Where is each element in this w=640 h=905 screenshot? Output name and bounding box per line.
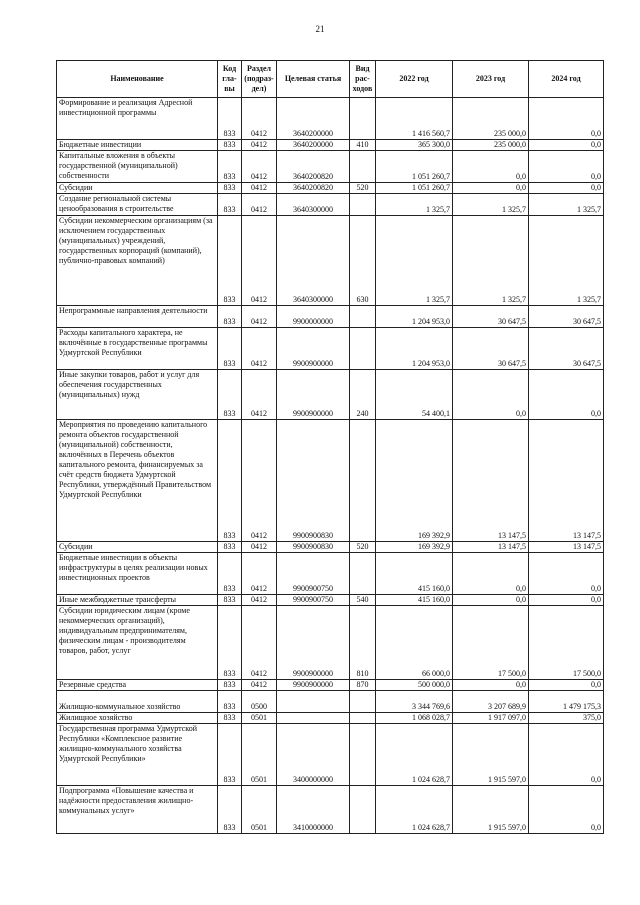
cell-y2024: 0,0 [529, 183, 604, 194]
cell-y2022: 415 160,0 [376, 553, 453, 595]
cell-target: 9900900000 [277, 606, 350, 680]
cell-target: 9900900000 [277, 328, 350, 370]
cell-expense [350, 151, 376, 183]
table-row [57, 724, 604, 786]
cell-y2024: 1 325,7 [529, 216, 604, 306]
cell-name: Жилищное хозяйство [57, 713, 218, 724]
cell-y2024: 0,0 [529, 370, 604, 420]
cell-y2022: 1 024 628,7 [376, 724, 453, 786]
table-row [57, 420, 604, 542]
cell-section: 0500 [242, 691, 277, 713]
cell-y2024: 0,0 [529, 140, 604, 151]
cell-expense: 520 [350, 542, 376, 553]
table-row [57, 216, 604, 306]
cell-name: Жилищно-коммунальное хозяйство [57, 691, 218, 713]
cell-code: 833 [218, 306, 242, 328]
cell-section: 0501 [242, 786, 277, 834]
header-2023: 2023 год [453, 61, 529, 98]
cell-y2023: 1 915 597,0 [453, 786, 529, 834]
cell-section: 0412 [242, 595, 277, 606]
cell-y2024: 0,0 [529, 553, 604, 595]
cell-target: 3640200820 [277, 183, 350, 194]
header-expense: Вид рас- ходов [350, 61, 376, 98]
cell-expense [350, 691, 376, 713]
cell-y2023: 0,0 [453, 553, 529, 595]
header-name: Наименование [57, 61, 218, 98]
cell-name: Субсидии [57, 183, 218, 194]
cell-y2022: 1 068 028,7 [376, 713, 453, 724]
cell-code: 833 [218, 680, 242, 691]
cell-expense: 240 [350, 370, 376, 420]
cell-expense [350, 194, 376, 216]
cell-target: 3640300000 [277, 194, 350, 216]
cell-y2023: 3 207 689,9 [453, 691, 529, 713]
cell-y2022: 169 392,9 [376, 420, 453, 542]
table-row [57, 370, 604, 420]
cell-name: Расходы капитального характера, не включённые в государственные программы Удмуртской Республики [57, 328, 218, 370]
cell-name: Резервные средства [57, 680, 218, 691]
cell-expense: 810 [350, 606, 376, 680]
cell-code: 833 [218, 216, 242, 306]
cell-section: 0412 [242, 606, 277, 680]
cell-target: 9900900000 [277, 680, 350, 691]
cell-section: 0412 [242, 420, 277, 542]
cell-y2024: 13 147,5 [529, 420, 604, 542]
cell-code: 833 [218, 194, 242, 216]
cell-section: 0412 [242, 98, 277, 140]
cell-y2023: 1 917 097,0 [453, 713, 529, 724]
table-row [57, 194, 604, 216]
cell-name: Государственная программа Удмуртской Республики «Комплексное развитие жилищно-коммунального хозяйства Удмуртской Республики» [57, 724, 218, 786]
header-target: Целевая статья [277, 61, 350, 98]
cell-target: 9900900830 [277, 542, 350, 553]
cell-y2023: 0,0 [453, 680, 529, 691]
cell-section: 0412 [242, 370, 277, 420]
cell-expense: 520 [350, 183, 376, 194]
cell-y2024: 0,0 [529, 724, 604, 786]
cell-target: 3640200000 [277, 140, 350, 151]
cell-code: 833 [218, 542, 242, 553]
cell-y2023: 17 500,0 [453, 606, 529, 680]
table-row [57, 183, 604, 194]
cell-section: 0412 [242, 140, 277, 151]
cell-name: Непрограммные направления деятельности [57, 306, 218, 328]
cell-section: 0412 [242, 542, 277, 553]
cell-target: 9900000000 [277, 306, 350, 328]
cell-section: 0412 [242, 216, 277, 306]
cell-code: 833 [218, 713, 242, 724]
table-row [57, 151, 604, 183]
cell-y2024: 375,0 [529, 713, 604, 724]
cell-name: Иные межбюджетные трансферты [57, 595, 218, 606]
cell-target: 3640300000 [277, 216, 350, 306]
cell-section: 0412 [242, 151, 277, 183]
table-row [57, 595, 604, 606]
cell-expense [350, 328, 376, 370]
cell-y2024: 1 325,7 [529, 194, 604, 216]
cell-target [277, 691, 350, 713]
cell-expense: 540 [350, 595, 376, 606]
table-row [57, 786, 604, 834]
cell-expense [350, 786, 376, 834]
cell-code: 833 [218, 595, 242, 606]
cell-y2023: 0,0 [453, 151, 529, 183]
table-row [57, 306, 604, 328]
cell-name: Формирование и реализация Адресной инвестиционной программы [57, 98, 218, 140]
header-code: Код гла- вы [218, 61, 242, 98]
header-section: Раздел (подраз- дел) [242, 61, 277, 98]
cell-target [277, 713, 350, 724]
cell-section: 0412 [242, 183, 277, 194]
table-row [57, 328, 604, 370]
cell-y2024: 1 479 175,3 [529, 691, 604, 713]
cell-code: 833 [218, 420, 242, 542]
cell-expense [350, 713, 376, 724]
table-header-row [57, 61, 604, 98]
cell-code: 833 [218, 724, 242, 786]
cell-y2024: 30 647,5 [529, 306, 604, 328]
cell-y2023: 1 915 597,0 [453, 724, 529, 786]
cell-y2024: 0,0 [529, 680, 604, 691]
cell-code: 833 [218, 786, 242, 834]
table-row [57, 542, 604, 553]
cell-code: 833 [218, 370, 242, 420]
cell-name: Создание региональной системы ценообразования в строительстве [57, 194, 218, 216]
cell-expense [350, 553, 376, 595]
cell-y2022: 54 400,1 [376, 370, 453, 420]
cell-expense [350, 420, 376, 542]
cell-y2023: 235 000,0 [453, 140, 529, 151]
cell-code: 833 [218, 691, 242, 713]
cell-name: Бюджетные инвестиции [57, 140, 218, 151]
cell-expense [350, 724, 376, 786]
cell-y2022: 1 051 260,7 [376, 183, 453, 194]
cell-code: 833 [218, 98, 242, 140]
cell-section: 0412 [242, 553, 277, 595]
cell-target: 9900900750 [277, 553, 350, 595]
cell-target: 3640200000 [277, 98, 350, 140]
cell-expense [350, 306, 376, 328]
cell-name: Капитальные вложения в объекты государственной (муниципальной) собственности [57, 151, 218, 183]
cell-code: 833 [218, 151, 242, 183]
cell-y2023: 0,0 [453, 183, 529, 194]
table-row [57, 606, 604, 680]
cell-target: 3410000000 [277, 786, 350, 834]
cell-y2024: 0,0 [529, 595, 604, 606]
cell-y2023: 30 647,5 [453, 306, 529, 328]
cell-target: 9900900750 [277, 595, 350, 606]
cell-name: Бюджетные инвестиции в объекты инфраструктуры в целях реализации новых инвестиционных проектов [57, 553, 218, 595]
cell-section: 0412 [242, 194, 277, 216]
cell-name: Подпрограмма «Повышение качества и надёжности предоставления жилищно-коммунальных услуг» [57, 786, 218, 834]
cell-code: 833 [218, 140, 242, 151]
cell-section: 0501 [242, 713, 277, 724]
cell-y2022: 1 325,7 [376, 194, 453, 216]
cell-y2023: 13 147,5 [453, 542, 529, 553]
table-row [57, 553, 604, 595]
cell-expense: 870 [350, 680, 376, 691]
table-row [57, 98, 604, 140]
cell-y2022: 66 000,0 [376, 606, 453, 680]
header-2024: 2024 год [529, 61, 604, 98]
cell-y2024: 30 647,5 [529, 328, 604, 370]
cell-y2024: 17 500,0 [529, 606, 604, 680]
cell-target: 3400000000 [277, 724, 350, 786]
cell-expense: 410 [350, 140, 376, 151]
cell-y2022: 1 416 560,7 [376, 98, 453, 140]
table-row [57, 140, 604, 151]
cell-y2024: 0,0 [529, 98, 604, 140]
cell-y2023: 30 647,5 [453, 328, 529, 370]
cell-code: 833 [218, 606, 242, 680]
cell-target: 9900900830 [277, 420, 350, 542]
cell-y2022: 415 160,0 [376, 595, 453, 606]
cell-section: 0412 [242, 306, 277, 328]
cell-y2024: 0,0 [529, 151, 604, 183]
table-row [57, 680, 604, 691]
budget-table [56, 60, 604, 834]
cell-name: Субсидии [57, 542, 218, 553]
cell-y2023: 1 325,7 [453, 194, 529, 216]
cell-code: 833 [218, 183, 242, 194]
cell-code: 833 [218, 553, 242, 595]
cell-section: 0412 [242, 328, 277, 370]
cell-y2023: 13 147,5 [453, 420, 529, 542]
cell-name: Иные закупки товаров, работ и услуг для обеспечения государственных (муниципальных) нужд [57, 370, 218, 420]
cell-name: Субсидии некоммерческим организациям (за исключением государственных (муниципальных) учреждений, государственных корпораций (компаний), публично-правовых компаний) [57, 216, 218, 306]
cell-y2023: 1 325,7 [453, 216, 529, 306]
cell-y2022: 1 024 628,7 [376, 786, 453, 834]
cell-y2022: 1 204 953,0 [376, 306, 453, 328]
cell-section: 0412 [242, 680, 277, 691]
cell-target: 9900900000 [277, 370, 350, 420]
cell-y2022: 500 000,0 [376, 680, 453, 691]
cell-target: 3640200820 [277, 151, 350, 183]
cell-expense [350, 98, 376, 140]
page-number: 21 [315, 24, 325, 34]
cell-y2024: 0,0 [529, 786, 604, 834]
cell-expense: 630 [350, 216, 376, 306]
cell-name: Мероприятия по проведению капитального ремонта объектов государственной (муниципальной) собственности, включённых в Перечень объектов капитального ремонта, финансируемых за счёт средств бюджета Удмуртской Республики, утверждённый Правительством Удмуртской Республики [57, 420, 218, 542]
cell-name: Субсидии юридическим лицам (кроме некоммерческих организаций), индивидуальным предпринимателям, физическим лицам - производителям товаров, работ, услуг [57, 606, 218, 680]
cell-y2022: 169 392,9 [376, 542, 453, 553]
cell-y2023: 0,0 [453, 595, 529, 606]
table-row [57, 713, 604, 724]
cell-code: 833 [218, 328, 242, 370]
cell-y2022: 365 300,0 [376, 140, 453, 151]
cell-y2023: 235 000,0 [453, 98, 529, 140]
cell-y2022: 3 344 769,6 [376, 691, 453, 713]
cell-y2023: 0,0 [453, 370, 529, 420]
cell-y2022: 1 051 260,7 [376, 151, 453, 183]
cell-y2022: 1 204 953,0 [376, 328, 453, 370]
cell-section: 0501 [242, 724, 277, 786]
table-row [57, 691, 604, 713]
cell-y2024: 13 147,5 [529, 542, 604, 553]
header-2022: 2022 год [376, 61, 453, 98]
cell-y2022: 1 325,7 [376, 216, 453, 306]
